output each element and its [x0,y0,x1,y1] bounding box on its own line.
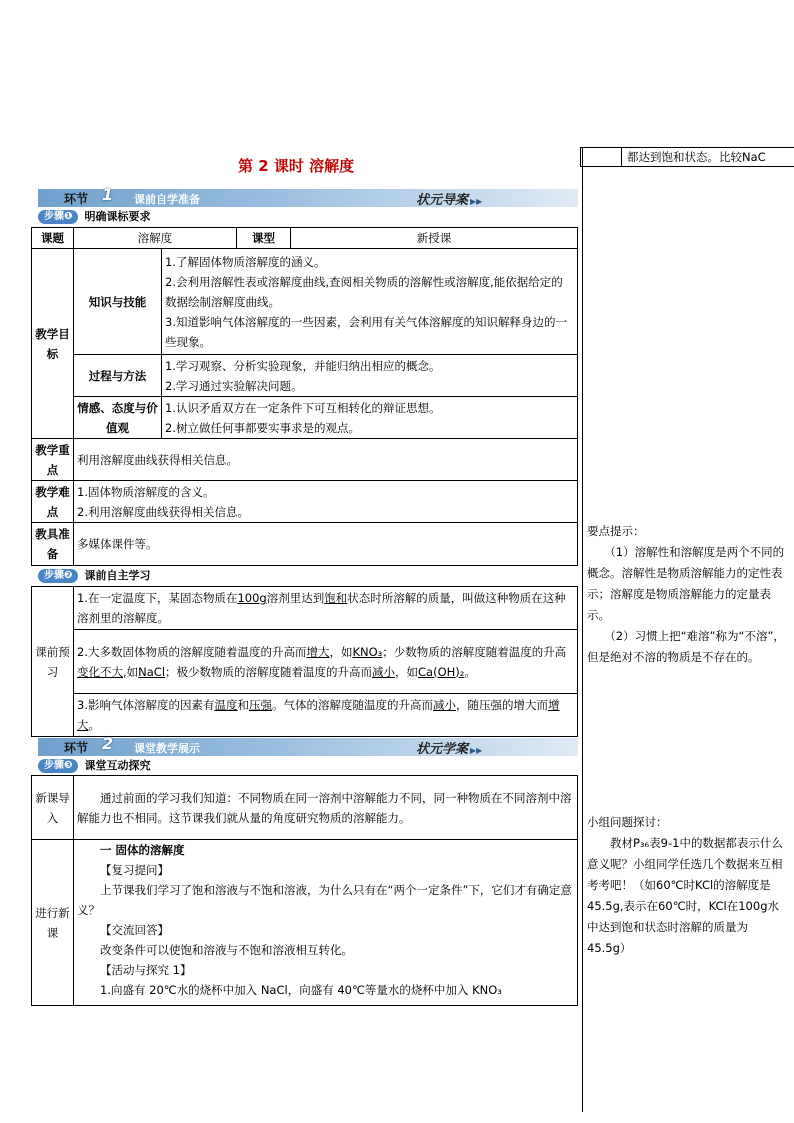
arrow-icon: ▶▶ [470,746,483,755]
lesson-line: 【交流回答】 [100,923,169,937]
top-right-text: 都达到饱和状态。比较NaC [627,150,766,164]
preview-item-1: 1.在一定温度下，某固态物质在100g溶剂里达到饱和状态时所溶解的质量，叫做这种物质在这种溶剂里的溶解度。 [74,587,578,630]
lesson-table [31,227,578,566]
lesson-line: 【复习提问】 [100,863,169,877]
side-note-discussion [587,812,785,959]
page-title: 第 2 课时 溶解度 [238,157,355,175]
band-number: 2 [102,734,114,753]
difficulty-head: 教学难点 [32,481,74,523]
cell-type: 新授课 [291,228,578,249]
step-label: 课堂互动探究 [84,759,151,772]
goal3-line: 2.树立做任何事都要实事求是的观点。 [165,420,360,435]
goal2-head: 过程与方法 [74,355,162,397]
step-1 [38,210,150,224]
lesson-line: 一 固体的溶解度 [100,843,185,857]
step-pill: 步骤❶ [38,210,78,224]
band-number: 1 [102,185,114,204]
goal2-line: 2.学习通过实验解决问题。 [165,378,303,393]
difficulty-line: 2.利用溶解度曲线获得相关信息。 [77,504,249,519]
cell-type-head: 课型 [237,228,291,249]
arrow-icon: ▶▶ [470,197,483,206]
goal1-line: 3.知道影响气体溶解度的一些因素，会利用有关气体溶解度的知识解释身边的一些现象。 [165,314,567,349]
side-note-para: （2）习惯上把“难溶”称为“不溶”，但是绝对不溶的物质是不存在的。 [587,629,785,664]
section-band-1 [38,185,578,208]
difficulty-line: 1.固体物质溶解度的含义。 [77,484,215,499]
difficulty-content [74,481,578,523]
step-label: 明确课标要求 [84,210,151,223]
margin-divider [582,147,583,1112]
goal1-content [162,249,578,355]
side-note-head: 要点提示： [587,524,645,538]
lesson-line: 1.向盛有 20℃水的烧杯中加入 NaCl，向盛有 40℃等量水的烧杯中加入 KNO₃ [100,983,502,997]
band-tag: 环节 [64,741,89,755]
step-pill: 步骤❸ [38,759,78,773]
lesson-line: 改变条件可以使饱和溶液与不饱和溶液相互转化。 [100,943,353,957]
cell-subject-head: 课题 [32,228,74,249]
newlesson-head: 进行新课 [32,840,74,1006]
top-right-cell [580,147,794,167]
goal3-line: 1.认识矛盾双方在一定条件下可互相转化的辩证思想。 [165,400,441,415]
band-right-title: 状元学案 ▶▶ [416,742,483,757]
lesson-line: 【活动与探究 1】 [100,963,192,977]
step-3 [38,759,150,773]
goal1-line: 1.了解固体物质溶解度的涵义。 [165,254,326,269]
goal3-content [162,397,578,439]
cell-subject: 溶解度 [74,228,237,249]
intro-head: 新课导入 [32,776,74,840]
band-right-title: 状元导案 ▶▶ [416,193,483,208]
side-note-para: （1）溶解性和溶解度是两个不同的概念。溶解性是物质溶解能力的定性表示；溶解度是物质溶解能力的定量表示。 [587,545,785,622]
step-label: 课前自主学习 [84,569,151,582]
preview-head: 课前预习 [32,587,74,737]
goal2-content [162,355,578,397]
side-note-head: 小组问题探讨： [587,815,668,829]
class-table [31,775,578,1006]
goal1-head: 知识与技能 [74,249,162,355]
band-label: 课堂教学展示 [134,742,200,755]
band-tag: 环节 [64,192,89,206]
goal1-line: 2.会利用溶解性表或溶解度曲线,查阅相关物质的溶解性或溶解度,能依据给定的数据绘制溶解度曲线。 [165,274,563,309]
side-note-para: 教材P₃₆表9-1中的数据都表示什么意义呢？小组同学任选几个数据来互相考考吧！（如60℃时KCl的溶解度是45.5g,表示在60℃时，KCl在100g水中达到饱和状态时溶解的质量为45.5g） [587,836,783,955]
goals-head: 教学目标 [32,249,74,439]
section-band-2 [38,734,578,757]
step-2 [38,569,150,583]
goal3-head: 情感、态度与价值观 [74,397,162,439]
preview-item-3: 3.影响气体溶解度的因素有温度和压强。气体的溶解度随温度的升高而减小，随压强的增大而增大。 [74,694,578,737]
tools-content: 多媒体课件等。 [74,523,578,566]
key-head: 教学重点 [32,439,74,481]
preview-item-2: 2.大多数固体物质的溶解度随着温度的升高而增大，如KNO₃；少数物质的溶解度随着温度的升高变化不大,如NaCl；极少数物质的溶解度随着温度的升高而减小，如Ca(OH)₂。 [74,630,578,694]
lesson-line: 上节课我们学习了饱和溶液与不饱和溶液，为什么只有在“两个一定条件”下，它们才有确定意义？ [77,883,572,917]
step-pill: 步骤❷ [38,569,78,583]
tools-head: 教具准备 [32,523,74,566]
key-content: 利用溶解度曲线获得相关信息。 [74,439,578,481]
band-label: 课前自学准备 [134,193,200,206]
newlesson-content [74,840,578,1006]
intro-content: 通过前面的学习我们知道：不同物质在同一溶剂中溶解能力不同，同一种物质在不同溶剂中溶解能力也不相同。这节课我们就从量的角度研究物质的溶解能力。 [74,776,578,840]
side-note-tips [587,521,785,668]
preview-table [31,586,578,737]
goal2-line: 1.学习观察、分析实验现象，并能归纳出相应的概念。 [165,358,441,373]
